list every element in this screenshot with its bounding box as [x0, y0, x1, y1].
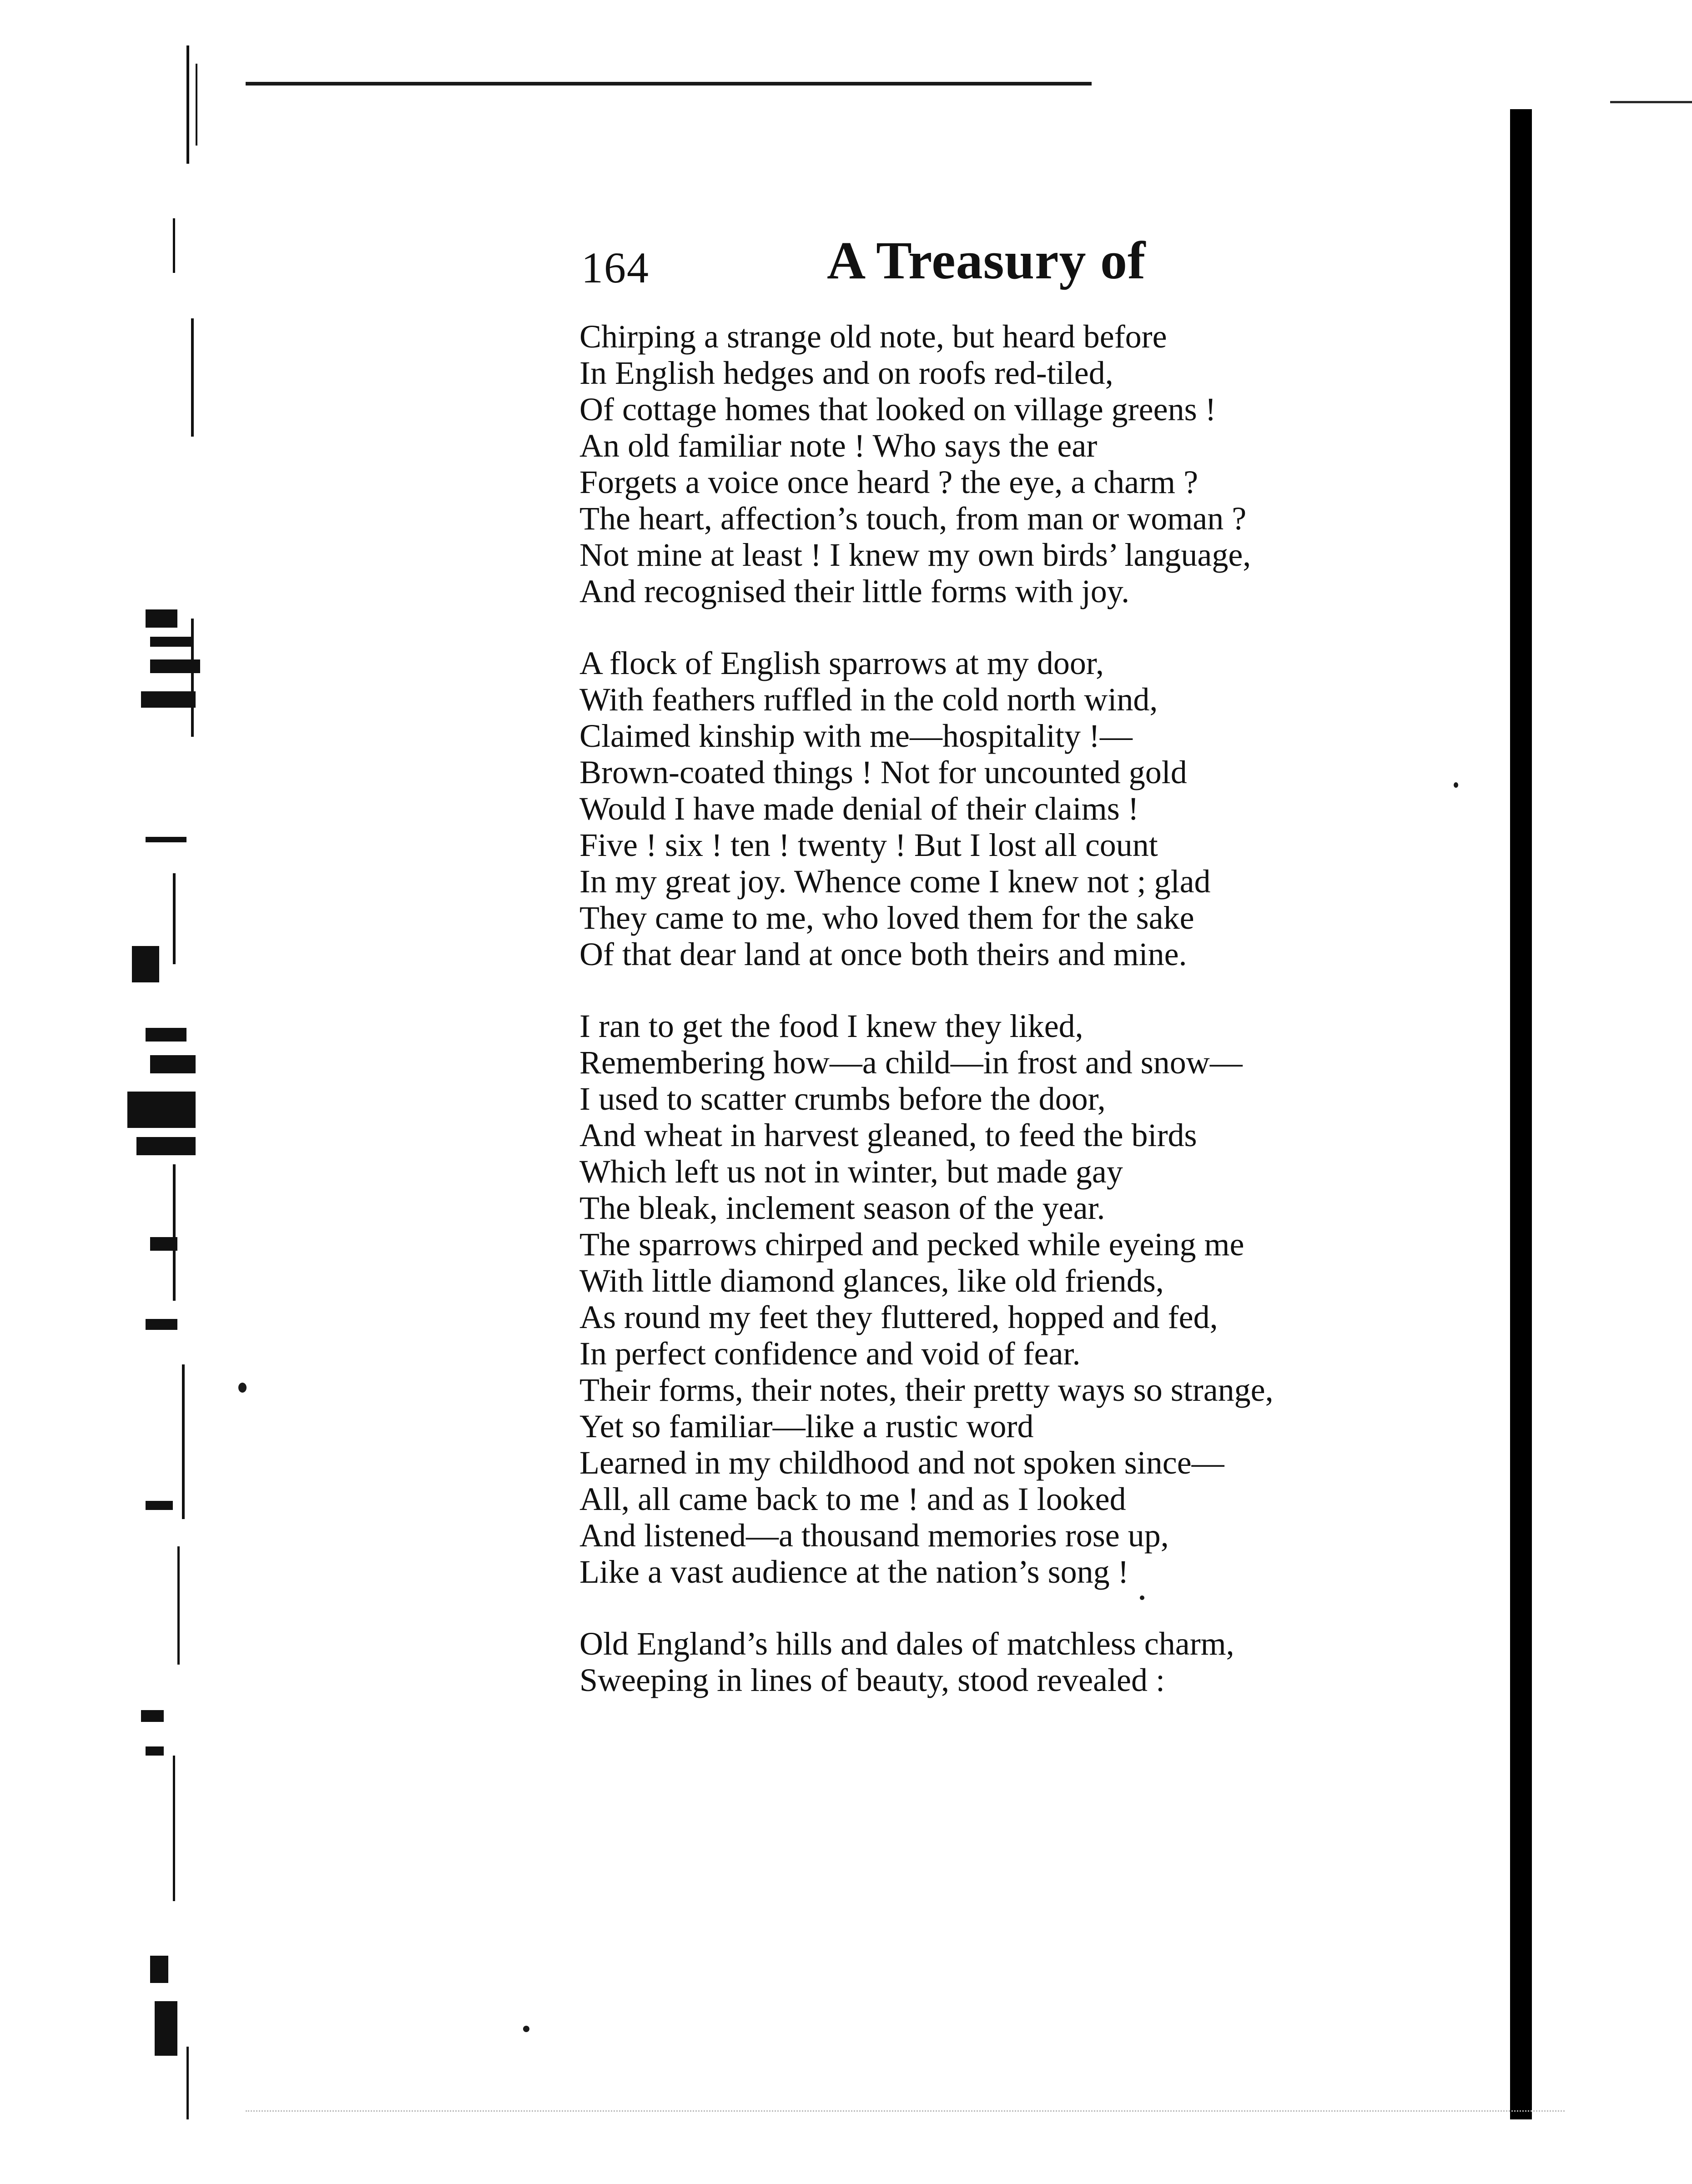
poem-line: Forgets a voice once heard ? the eye, a charm ?	[579, 464, 1198, 500]
poem-line: All, all came back to me ! and as I looked	[579, 1481, 1126, 1517]
poem-line: Sweeping in lines of beauty, stood revealed :	[579, 1662, 1165, 1698]
poem-line: Brown-coated things ! Not for uncounted gold	[579, 754, 1187, 790]
poem-line: Remembering how—a child—in frost and snow—	[579, 1044, 1243, 1081]
poem-line: Their forms, their notes, their pretty ways so strange,	[579, 1372, 1274, 1408]
poem-line: And recognised their little forms with joy.	[579, 573, 1130, 609]
left-binding-edge	[82, 45, 246, 2156]
ink-speck	[523, 2026, 529, 2032]
poem-line: I used to scatter crumbs before the door,	[579, 1081, 1106, 1117]
ink-speck	[238, 1383, 247, 1393]
poem-line: Like a vast audience at the nation’s song !	[579, 1554, 1129, 1590]
top-right-scan-rule	[1610, 101, 1692, 103]
bottom-scan-edge	[246, 2110, 1565, 2113]
poem-line: With little diamond glances, like old friends,	[579, 1263, 1164, 1299]
page-number: 164	[581, 243, 650, 292]
poem-line: The bleak, inclement season of the year.	[579, 1190, 1105, 1226]
poem-line: In perfect confidence and void of fear.	[579, 1335, 1081, 1372]
poem-line: Would I have made denial of their claims !	[579, 790, 1139, 827]
right-binding-shadow	[1510, 109, 1532, 2119]
poem-line: Claimed kinship with me—hospitality !—	[579, 718, 1133, 754]
poem-line: And wheat in harvest gleaned, to feed the birds	[579, 1117, 1197, 1153]
poem-line: Chirping a strange old note, but heard before	[579, 318, 1167, 355]
poem-line: As round my feet they fluttered, hopped and fed,	[579, 1299, 1218, 1335]
poem-line: I ran to get the food I knew they liked,	[579, 1008, 1083, 1044]
poem-line: Not mine at least ! I knew my own birds’ language,	[579, 537, 1251, 573]
stanza	[579, 1008, 1471, 1590]
poem-line: Learned in my childhood and not spoken since—	[579, 1444, 1224, 1481]
poem-line: Of cottage homes that looked on village greens !	[579, 391, 1216, 428]
poem-line: And listened—a thousand memories rose up,	[579, 1517, 1169, 1554]
running-title: A Treasury of	[827, 231, 1146, 290]
poem-line: Yet so familiar—like a rustic word	[579, 1408, 1034, 1444]
poem-line: In English hedges and on roofs red-tiled,	[579, 355, 1113, 391]
poem-line: Five ! six ! ten ! twenty ! But I lost all count	[579, 827, 1158, 863]
poem-line: The heart, affection’s touch, from man or woman ?	[579, 500, 1247, 537]
running-head	[581, 230, 1173, 293]
stanza	[579, 1625, 1471, 1698]
poem-line: Which left us not in winter, but made gay	[579, 1153, 1123, 1190]
top-scan-rule	[246, 82, 1092, 86]
poem-line: An old familiar note ! Who says the ear	[579, 428, 1098, 464]
poem-line: With feathers ruffled in the cold north wind,	[579, 681, 1158, 718]
poem-line: Old England’s hills and dales of matchless charm,	[579, 1625, 1234, 1662]
poem-body	[579, 318, 1471, 1734]
poem-line: The sparrows chirped and pecked while eyeing me	[579, 1226, 1244, 1263]
stanza	[579, 318, 1471, 609]
poem-line: In my great joy. Whence come I knew not ; glad	[579, 863, 1211, 900]
poem-line: Of that dear land at once both theirs and mine.	[579, 936, 1187, 972]
poem-line: They came to me, who loved them for the sake	[579, 900, 1194, 936]
poem-line: A flock of English sparrows at my door,	[579, 645, 1104, 681]
stanza	[579, 645, 1471, 972]
